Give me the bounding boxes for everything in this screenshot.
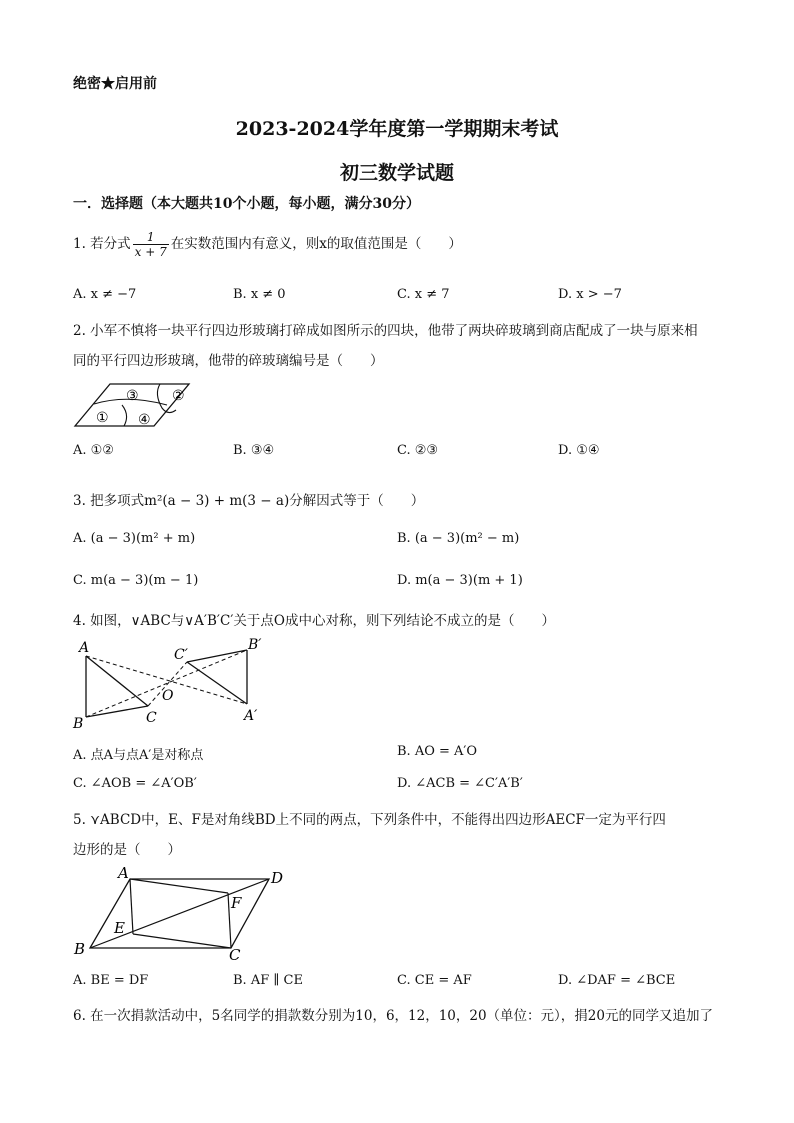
fraction-numerator: 1	[133, 230, 169, 245]
question-3-option-b: B. (a − 3)(m² − m)	[397, 531, 520, 546]
question-5-line-2: 边形的是（ ）	[73, 842, 181, 858]
question-1-option-c: C. x ≠ 7	[397, 287, 450, 302]
parallelogram-figure	[70, 862, 290, 962]
question-2-option-b: B. ③④	[233, 443, 275, 458]
question-1-option-b: B. x ≠ 0	[233, 287, 286, 302]
question-5-option-c: C. CE = AF	[397, 973, 472, 988]
piece-label-2: ②	[172, 388, 185, 404]
broken-glass-figure	[72, 380, 192, 430]
label-e: E	[114, 919, 125, 937]
question-5-option-a: A. BE = DF	[73, 973, 149, 988]
question-1-option-d: D. x > −7	[558, 287, 622, 302]
central-symmetry-figure	[70, 632, 270, 732]
question-4-option-a: A. 点A与点A′是对称点	[73, 748, 204, 763]
label-o: O	[162, 688, 174, 704]
question-6-line-1: 6. 在一次捐款活动中，5名同学的捐款数分别为10，6，12，10，20（单位：元），捐20元的同学又追加了	[73, 1008, 713, 1024]
question-3-option-d: D. m(a − 3)(m + 1)	[397, 573, 523, 588]
label-f: F	[231, 894, 242, 912]
question-1-prefix: 1. 若分式	[73, 236, 131, 252]
exam-title: 2023-2024学年度第一学期期末考试	[235, 118, 559, 140]
fraction	[133, 230, 169, 259]
exam-subtitle: 初三数学试题	[339, 162, 454, 184]
question-1-suffix: 在实数范围内有意义，则x的取值范围是（ ）	[170, 236, 462, 252]
question-3-stem: 3. 把多项式m²(a − 3) + m(3 − a)分解因式等于（ ）	[73, 493, 425, 509]
fraction-denominator: x + 7	[134, 245, 167, 259]
question-4-option-c: C. ∠AOB = ∠A′OB′	[73, 776, 197, 791]
question-5-option-d: D. ∠DAF = ∠BCE	[558, 973, 676, 988]
label-b-prime: B′	[248, 637, 262, 653]
question-3-option-a: A. (a − 3)(m² + m)	[73, 531, 196, 546]
question-1-stem	[73, 230, 462, 259]
label-d: D	[271, 869, 284, 887]
label-b: B	[74, 940, 86, 958]
label-b: B	[73, 716, 84, 732]
question-5-option-b: B. AF ∥ CE	[233, 973, 303, 988]
label-a: A	[118, 864, 129, 882]
label-c: C	[146, 710, 157, 726]
question-3-option-c: C. m(a − 3)(m − 1)	[73, 573, 199, 588]
piece-label-4: ④	[138, 412, 151, 428]
label-a-prime: A′	[244, 708, 258, 724]
question-2-option-c: C. ②③	[397, 443, 439, 458]
question-4-option-b: B. AO = A′O	[397, 744, 478, 759]
label-a: A	[79, 640, 90, 656]
question-4-option-d: D. ∠ACB = ∠C′A′B′	[397, 776, 523, 791]
question-4-stem: 4. 如图，∨ABC与∨A′B′C′关于点O成中心对称，则下列结论不成立的是（ ）	[73, 613, 555, 629]
piece-label-3: ③	[126, 388, 139, 404]
question-2-option-a: A. ①②	[73, 443, 114, 458]
piece-label-1: ①	[96, 410, 109, 426]
question-1-option-a: A. x ≠ −7	[73, 287, 137, 302]
label-c: C	[229, 946, 241, 962]
question-5-line-1: 5. ⋎ABCD中，E、F是对角线BD上不同的两点，下列条件中，不能得出四边形AECF一定为平行四	[73, 812, 666, 828]
label-c-prime: C′	[174, 647, 188, 663]
section-heading: 一．选择题（本大题共10个小题，每小题，满分30分）	[73, 196, 420, 212]
confidential-label: 绝密★启用前	[73, 76, 157, 92]
question-2-option-d: D. ①④	[558, 443, 600, 458]
question-2-line-2: 同的平行四边形玻璃，他带的碎玻璃编号是（ ）	[73, 353, 384, 369]
question-2-line-1: 2. 小军不慎将一块平行四边形玻璃打碎成如图所示的四块，他带了两块碎玻璃到商店配成了一块与原来相	[73, 323, 698, 339]
